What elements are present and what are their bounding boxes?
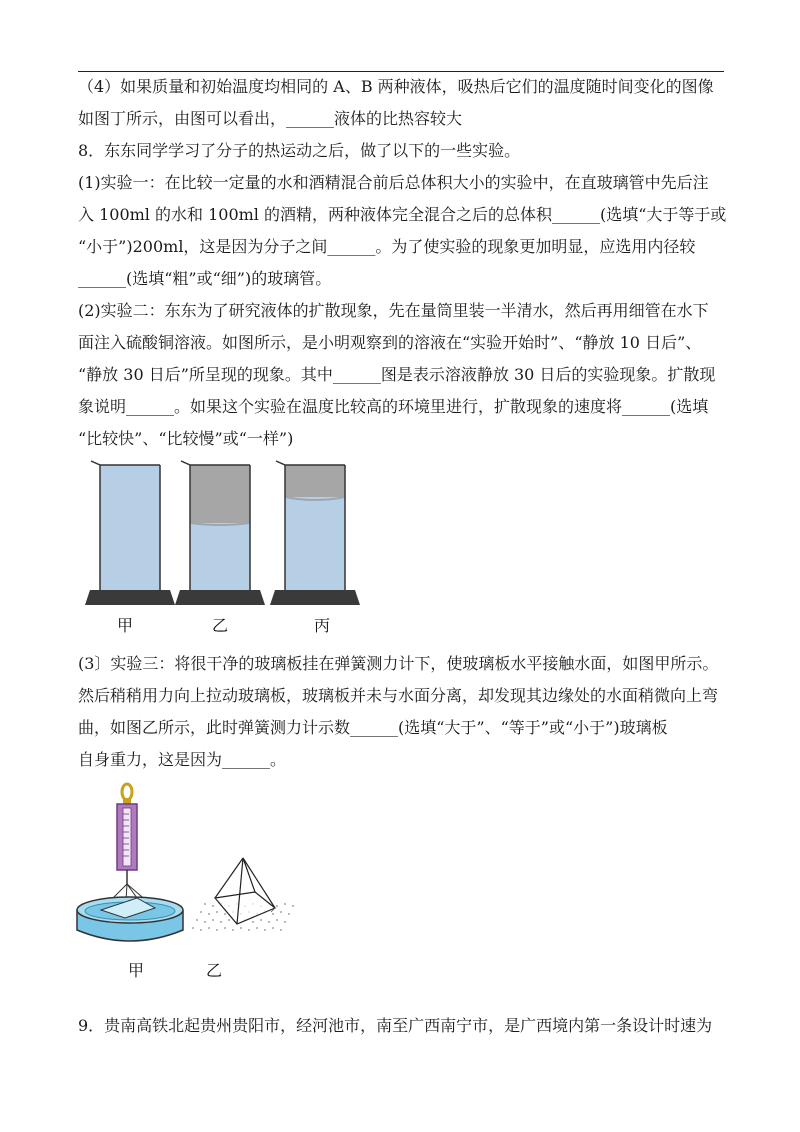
cylinder-jia: [85, 461, 175, 605]
cylinder-yi: [175, 461, 265, 605]
fig2-label-jia: 甲: [128, 961, 145, 980]
q8-exp1-line3: “小于”)200ml，这是因为分子之间______。为了使实验的现象更加明显，应选用内径较: [78, 237, 696, 256]
q8-exp3-line1: (3〕实验三：将很干净的玻璃板挂在弹簧测力计下，使玻璃板水平接触水面，如图甲所示。: [78, 654, 719, 673]
q8-exp2-line4: 象说明______。如果这个实验在温度比较高的环境里进行，扩散现象的速度将______(选填: [78, 397, 709, 416]
q8-exp3-line3: 曲，如图乙所示，此时弹簧测力计示数______(选填“大于”、“等于”或“小于”)玻璃板: [78, 718, 668, 737]
fig1-label-yi: 乙: [212, 616, 229, 635]
q7-part4-line2: 如图丁所示，由图可以看出，______液体的比热容较大: [78, 109, 463, 128]
fig1-label-bing: 丙: [314, 616, 331, 635]
q8-exp2-line2: 面注入硫酸铜溶液。如图所示，是小明观察到的溶液在“实验开始时”、“静放 10 日后”、: [78, 333, 702, 352]
q8-exp1-line2: 入 100ml 的水和 100ml 的酒精，两种液体完全混合之后的总体积______(选填“大于等于或: [78, 205, 727, 224]
q8-exp2-line5: “比较快”、“比较慢”或“一样”): [78, 429, 294, 448]
q9-line1: 9．贵南高铁北起贵州贵阳市，经河池市，南至广西南宁市，是广西境内第一条设计时速为: [78, 1016, 713, 1035]
q8-exp1-line1: (1)实验一：在比较一定量的水和酒精混合前后总体积大小的实验中，在直玻璃管中先后注: [78, 173, 709, 192]
cylinder-bing: [270, 461, 360, 605]
q8-exp2-line3: “静放 30 日后”所呈现的现象。其中______图是表示溶液静放 30 日后的实验现象。扩散现: [78, 365, 716, 384]
q7-part4-line1: （4）如果质量和初始温度均相同的 A、B 两种液体，吸热后它们的温度随时间变化的图像: [78, 77, 714, 96]
glass-plate-figure: [75, 780, 315, 950]
q8-exp3-line4: 自身重力，这是因为______。: [78, 750, 287, 769]
fig2-label-yi: 乙: [206, 961, 223, 980]
fig1-label-jia: 甲: [117, 616, 134, 635]
q8-exp1-line4: ______(选填“粗”或“细”)的玻璃管。: [78, 269, 332, 288]
water-dish: [77, 897, 183, 941]
q8-exp3-line2: 然后稍稍用力向上拉动玻璃板，玻璃板并未与水面分离，却发现其边缘处的水面稍微向上弯: [78, 686, 719, 705]
q8-title: 8．东东同学学习了分子的热运动之后，做了以下的一些实验。: [78, 141, 521, 160]
diffusion-cylinders-figure: [85, 455, 365, 610]
spring-scale-icon: [117, 784, 137, 884]
glass-pyramid: [192, 858, 294, 931]
q8-exp2-line1: (2)实验二：东东为了研究液体的扩散现象，先在量筒里装一半清水，然后再用细管在水下: [78, 301, 709, 320]
